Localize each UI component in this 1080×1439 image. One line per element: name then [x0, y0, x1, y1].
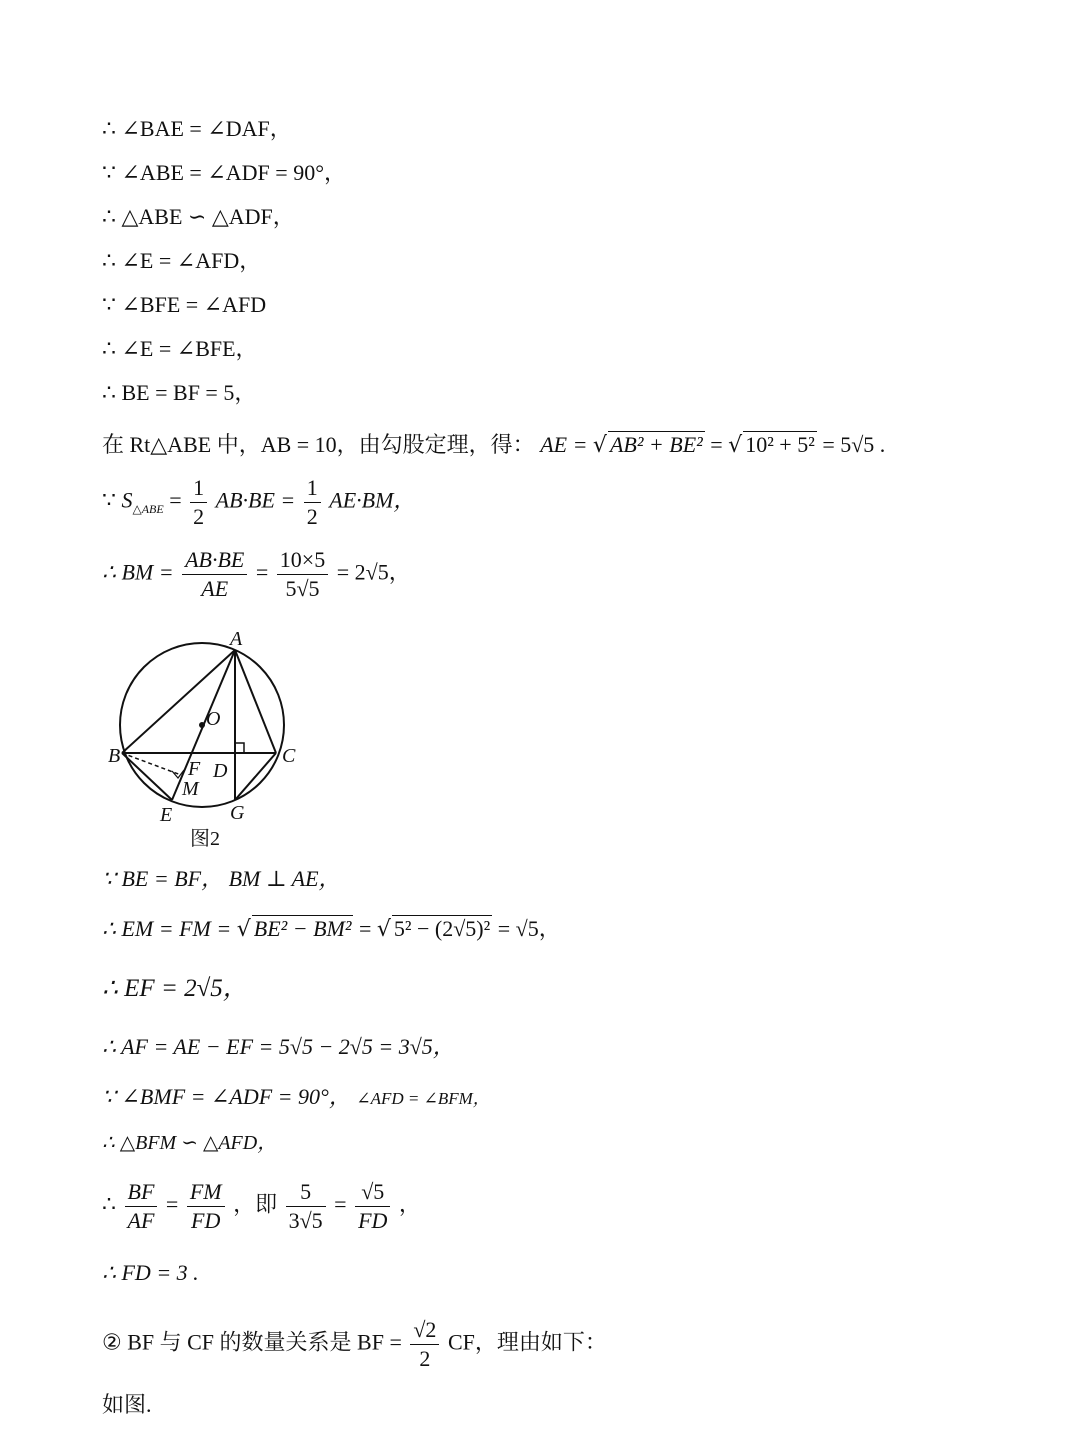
angle-main: ∵ ∠BMF = ∠ADF = 90°，: [102, 1084, 351, 1109]
proof-line-4: ∴ ∠E = ∠AFD，: [102, 248, 262, 273]
ratio-fraction-1: [125, 1178, 158, 1235]
because-symbol: ∵: [102, 487, 116, 513]
area-symbol: S: [121, 487, 133, 513]
fraction-numerator: √5: [355, 1178, 390, 1207]
be-bf-line: ∵ BE = BF， BM ⊥ AE，: [102, 866, 341, 891]
label-C: C: [282, 745, 296, 767]
ratio-fraction-2: [187, 1178, 225, 1235]
radicand-1: AB² + BE²: [609, 432, 703, 457]
segment-BE: [122, 753, 172, 800]
fraction-denominator: AF: [127, 1208, 155, 1233]
relation-prefix: ② BF 与 CF 的数量关系是 BF =: [102, 1329, 402, 1355]
ae-label: AE =: [540, 432, 588, 457]
pythagoras-prefix: 在 Rt△ABE 中，AB = 10，由勾股定理，得：: [102, 432, 535, 457]
bm-fraction-1: [182, 546, 247, 603]
radical-sign: √: [376, 917, 391, 942]
ji-text: ，即: [233, 1191, 278, 1217]
ef-line: ∴ EF = 2√5，: [102, 975, 248, 1002]
ae-result: = 5√5 .: [822, 432, 886, 457]
label-D: D: [213, 760, 228, 782]
fraction-numerator: FM: [187, 1178, 225, 1207]
radicand-2: 5² − (2√5)²: [393, 916, 491, 941]
equals-sign: =: [165, 1191, 179, 1217]
proof-line-6: ∴ ∠E = ∠BFE，: [102, 336, 258, 361]
fraction-denominator: 2: [419, 1346, 431, 1371]
bm-prefix: ∴ BM =: [102, 559, 174, 585]
fraction-numerator: 1: [304, 474, 321, 503]
ratio-fraction-3: [286, 1178, 326, 1235]
relation-suffix: CF，理由如下：: [447, 1329, 607, 1355]
bm-result: = 2√5，: [336, 559, 411, 585]
angle-line: [102, 1082, 490, 1114]
proof-line-5: ∵ ∠BFE = ∠AFD: [102, 292, 267, 317]
label-O: O: [206, 708, 221, 730]
segment-AC: [235, 650, 276, 753]
radical-sign: √: [728, 433, 743, 458]
fraction-numerator: √2: [410, 1316, 439, 1345]
em-fm-prefix: ∴ EM = FM =: [102, 916, 232, 941]
relation-fraction: [410, 1316, 439, 1373]
center-point-O: [199, 722, 205, 728]
label-E: E: [160, 804, 173, 825]
fraction-numerator: 1: [190, 474, 207, 503]
pythagoras-line: [102, 430, 885, 461]
radicand-1: BE² − BM²: [253, 916, 352, 941]
radical-sign: √: [236, 917, 251, 942]
fraction-numerator: AB·BE: [182, 546, 247, 575]
af-line: ∴ AF = AE − EF = 5√5 − 2√5 = 3√5，: [102, 1034, 455, 1059]
em-fm-line: [102, 914, 561, 945]
fraction-denominator: FD: [358, 1208, 388, 1233]
half-fraction: [190, 474, 207, 531]
label-B: B: [108, 745, 121, 767]
bm-fraction-2: [277, 546, 328, 603]
proof-line-2: ∵ ∠ABE = ∠ADF = 90°，: [102, 160, 346, 185]
fraction-denominator: FD: [191, 1208, 221, 1233]
relation-line: [102, 1316, 607, 1373]
proof-line-7: ∴ BE = BF = 5，: [102, 380, 257, 405]
figure-caption: 图2: [190, 828, 220, 850]
equals-sign: =: [710, 432, 723, 457]
angle-small: ∠AFD = ∠BFM，: [356, 1089, 490, 1108]
ratio-line: [102, 1178, 421, 1235]
equals-sign: =: [169, 487, 182, 513]
fd-line: ∴ FD = 3 .: [102, 1260, 199, 1285]
similar-line: ∴ △BFM ∽ △AFD，: [102, 1132, 278, 1154]
fraction-denominator: 5√5: [285, 576, 320, 601]
fraction-denominator: 2: [306, 504, 318, 529]
area-line: [102, 474, 415, 531]
fraction-denominator: AE: [201, 576, 229, 601]
half-fraction: [304, 474, 321, 531]
equals-sign: =: [334, 1191, 347, 1217]
last-line: 如图.: [102, 1392, 152, 1417]
radical-sign: √: [592, 433, 607, 458]
radicand-2: 10² + 5²: [745, 432, 815, 457]
equals-sign: =: [255, 559, 269, 585]
label-F: F: [188, 758, 201, 780]
area-term-1: AB·BE =: [215, 487, 296, 513]
fraction-denominator: 3√5: [288, 1208, 323, 1233]
label-G: G: [230, 802, 245, 824]
em-fm-result: = √5，: [497, 916, 561, 941]
right-angle-mark-D: [235, 743, 244, 753]
therefore-symbol: ∴: [102, 1191, 116, 1217]
ratio-end: ，: [398, 1191, 421, 1217]
label-M: M: [182, 778, 199, 800]
area-subscript: △ABE: [132, 501, 164, 516]
proof-line-3: ∴ △ABE ∽ △ADF，: [102, 204, 295, 229]
fraction-denominator: 2: [193, 504, 205, 529]
label-A: A: [230, 628, 243, 650]
bm-line: [102, 546, 411, 603]
fraction-numerator: BF: [125, 1178, 158, 1207]
ratio-fraction-4: [355, 1178, 390, 1235]
segment-AB: [122, 650, 235, 753]
equals-sign: =: [358, 916, 372, 941]
fraction-numerator: 5: [286, 1178, 326, 1207]
geometry-figure: [100, 625, 320, 825]
proof-line-1: ∴ ∠BAE = ∠DAF，: [102, 116, 292, 141]
area-term-2: AE·BM，: [329, 487, 416, 513]
segment-GC: [235, 753, 276, 800]
fraction-numerator: 10×5: [277, 546, 328, 575]
